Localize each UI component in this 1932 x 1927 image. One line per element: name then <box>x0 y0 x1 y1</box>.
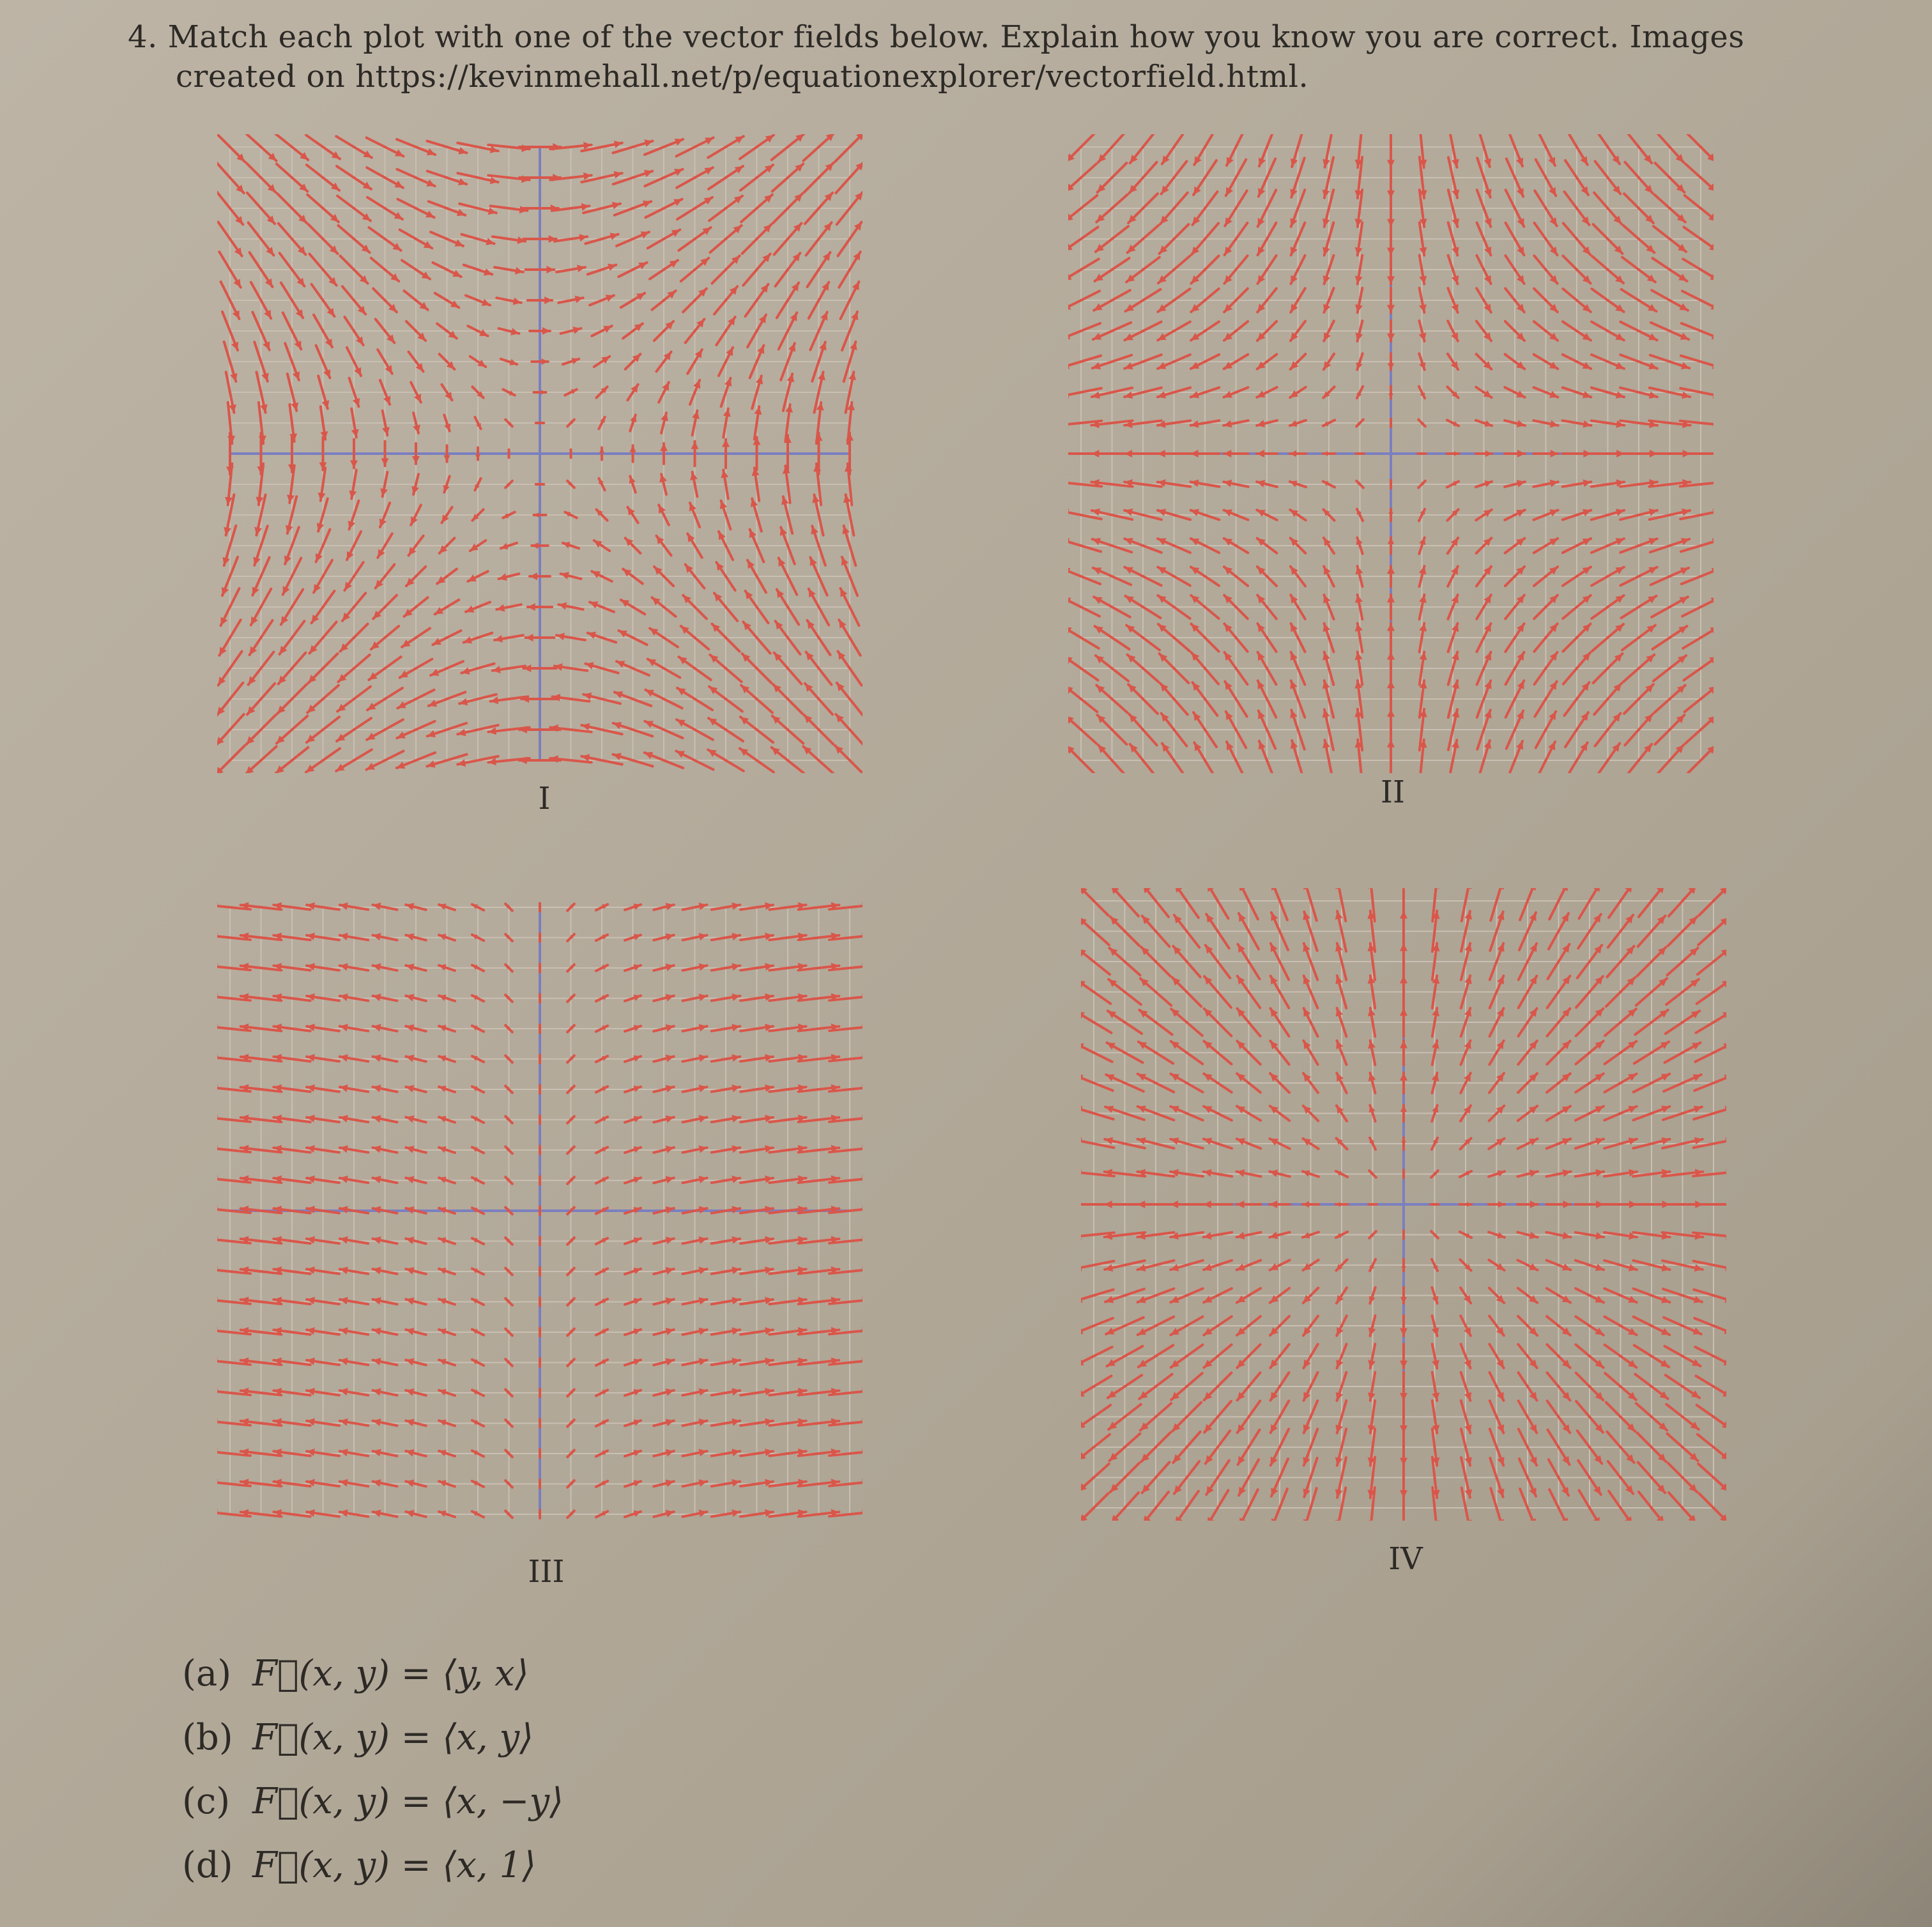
plot-label-2: II <box>1381 774 1405 810</box>
vector-arrow <box>539 1480 542 1487</box>
choice-c-equation: F⃗(x, y) = ⟨x, −y⟩ <box>252 1781 564 1822</box>
vector-arrow <box>1081 888 1108 916</box>
vector-arrow <box>539 1146 542 1154</box>
vector-field-plot-1 <box>217 134 862 773</box>
vector-arrow <box>507 450 510 457</box>
vector-arrow <box>1686 134 1713 162</box>
choice-d-label: (d) <box>182 1845 233 1886</box>
choice-b-equation: F⃗(x, y) = ⟨x, y⟩ <box>252 1717 534 1758</box>
choice-d-equation: F⃗(x, y) = ⟨x, 1⟩ <box>252 1845 537 1886</box>
vector-arrow <box>539 1116 542 1123</box>
vector-arrow <box>1356 452 1363 456</box>
choice-c <box>182 1779 564 1824</box>
plot-label-4: IV <box>1388 1541 1423 1577</box>
vector-field-plot-4 <box>1081 888 1726 1521</box>
vector-arrow <box>539 964 542 972</box>
vector-arrow <box>539 903 542 911</box>
vector-arrow <box>1402 1170 1406 1178</box>
vector-arrow <box>1081 1493 1108 1521</box>
vector-arrow <box>536 422 544 425</box>
question-number: 4. <box>128 19 158 55</box>
vector-arrow <box>539 1358 542 1366</box>
question-text-1: Match each plot with one of the vector fields below. Explain how you know you are correct. Images <box>167 19 1745 55</box>
vector-arrow <box>1068 134 1096 162</box>
vector-field-plot-3 <box>217 894 862 1527</box>
vector-arrow <box>1693 1201 1726 1208</box>
vector-arrow <box>536 483 544 486</box>
plot-label-3: III <box>528 1554 565 1590</box>
vector-field-plot-2 <box>1068 134 1713 773</box>
choice-d <box>182 1843 536 1888</box>
vector-arrow <box>539 1450 542 1457</box>
vector-arrow <box>1068 746 1096 773</box>
choice-a-equation: F⃗(x, y) = ⟨y, x⟩ <box>252 1653 529 1694</box>
question-line-1 <box>128 18 1744 56</box>
choice-b-label: (b) <box>182 1717 233 1758</box>
vector-arrow <box>539 1268 542 1275</box>
vector-arrow <box>539 1055 542 1063</box>
vector-arrow <box>835 134 862 162</box>
vector-arrow <box>835 746 862 773</box>
vector-arrow <box>539 933 542 941</box>
vector-arrow <box>539 1176 542 1184</box>
vector-arrow <box>539 1086 542 1093</box>
vector-arrow <box>1418 452 1425 456</box>
vector-arrow <box>539 1328 542 1336</box>
vector-arrow <box>539 1298 542 1305</box>
vector-arrow <box>1680 450 1713 457</box>
vector-arrow <box>217 746 245 773</box>
choice-a-label: (a) <box>182 1653 232 1694</box>
vector-arrow <box>539 1419 542 1427</box>
vector-arrow <box>539 1510 542 1518</box>
vector-arrow <box>1699 888 1726 916</box>
vector-arrow <box>1402 1231 1406 1238</box>
vector-arrow <box>1387 740 1395 773</box>
vector-arrow <box>1390 480 1393 488</box>
question-line-2: created on https://kevinmehall.net/p/equationexplorer/vectorfield.html. <box>176 59 1309 95</box>
vector-arrow <box>1686 746 1713 773</box>
vector-arrow <box>217 134 245 162</box>
vector-arrow <box>1430 1203 1438 1206</box>
vector-arrow <box>539 1389 542 1397</box>
choice-c-label: (c) <box>182 1781 231 1822</box>
vector-arrow <box>539 1237 542 1245</box>
plot-label-1: I <box>538 781 551 817</box>
vector-arrow <box>1368 1203 1376 1206</box>
vector-arrow <box>1699 1493 1726 1521</box>
vector-arrow <box>539 1025 542 1033</box>
vector-arrow <box>539 994 542 1002</box>
choice-b <box>182 1716 533 1760</box>
choice-a <box>182 1652 529 1696</box>
vector-arrow <box>1390 419 1393 427</box>
vector-arrow <box>569 450 572 457</box>
vector-arrow <box>539 1207 542 1215</box>
